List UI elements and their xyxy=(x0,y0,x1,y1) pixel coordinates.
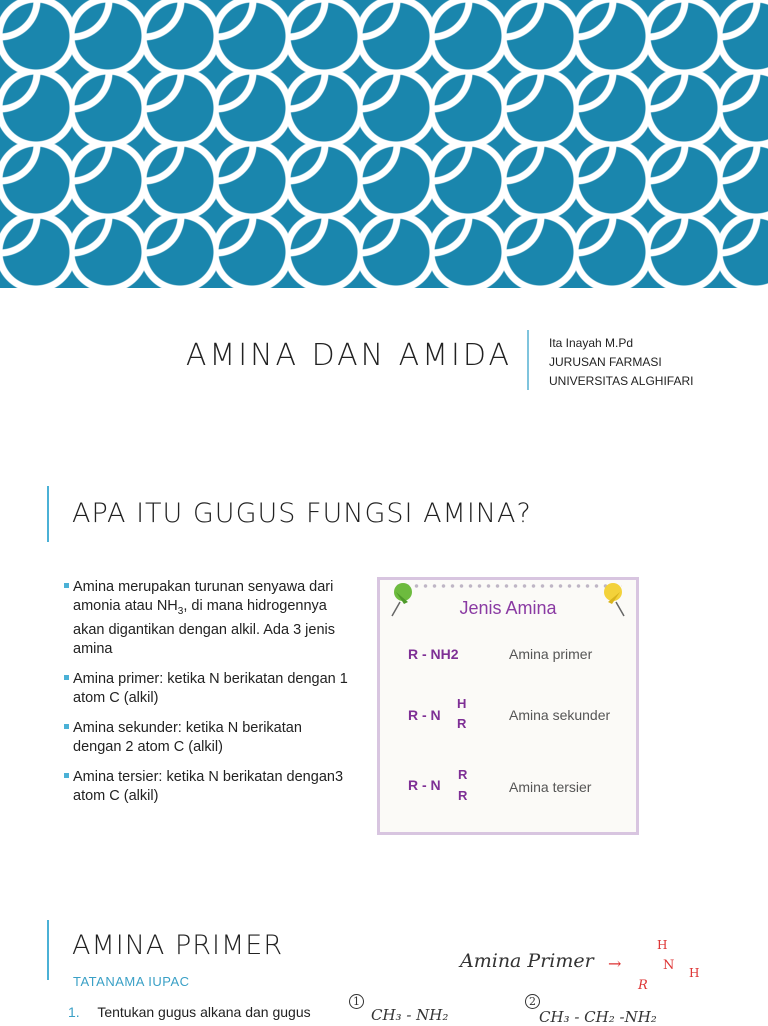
list-item xyxy=(64,768,354,806)
item-number: 1. xyxy=(68,1004,80,1020)
amine-row-tertiary xyxy=(408,768,628,808)
tertiary-label: Amina tersier xyxy=(509,779,592,795)
struct-r: R xyxy=(638,978,648,993)
secondary-label: Amina sekunder xyxy=(509,707,611,723)
list-item xyxy=(68,1004,311,1020)
university-name: UNIVERSITAS ALGHIFARI xyxy=(549,374,694,388)
slide-primary-amine xyxy=(0,900,768,1024)
hand-number: 2 xyxy=(525,994,540,1009)
bullet-list xyxy=(64,578,354,817)
heading-accent-bar xyxy=(47,486,49,542)
bullet-square-icon xyxy=(64,724,69,729)
slide-heading: APA ITU GUGUS FUNGSI AMINA? xyxy=(72,498,532,529)
handwritten-notes xyxy=(345,928,768,1024)
bullet-text: Amina tersier: ketika N berikatan dengan3 atom C (alkil) xyxy=(73,768,344,804)
primary-label: Amina primer xyxy=(509,646,593,662)
tertiary-bottom: R xyxy=(458,788,468,803)
amine-types-card xyxy=(377,577,639,835)
slide-what-is-amine xyxy=(0,460,768,860)
primary-formula: R - NH2 xyxy=(408,646,459,662)
bullet-subscript: 3 xyxy=(177,605,184,617)
heading-accent-bar xyxy=(47,920,49,980)
struct-h-right: H xyxy=(689,966,700,980)
author-block xyxy=(549,334,693,391)
author-name: Ita Inayah M.Pd xyxy=(549,336,634,350)
bullet-square-icon xyxy=(64,675,69,680)
tertiary-formula: R - N xyxy=(408,777,441,793)
decorative-pattern-banner xyxy=(0,0,768,288)
hand-equation: CH₃ - CH₂ -NH₂ xyxy=(539,1008,657,1026)
slide-heading: AMINA PRIMER xyxy=(72,930,284,961)
list-item xyxy=(64,670,354,708)
tertiary-top: R xyxy=(458,767,468,782)
department-name: JURUSAN FARMASI xyxy=(549,355,662,369)
bullet-square-icon xyxy=(64,773,69,778)
arrow-icon: → xyxy=(608,954,622,973)
bullet-square-icon xyxy=(64,583,69,588)
title-slide xyxy=(0,288,768,436)
page-title: AMINA DAN AMIDA xyxy=(185,338,512,373)
struct-h-top: H xyxy=(657,938,668,952)
amine-row-secondary xyxy=(408,698,628,738)
bullet-text: Amina sekunder: ketika N berikatan dengan 2 atom C (alkil) xyxy=(73,719,302,755)
secondary-formula: R - N xyxy=(408,707,441,723)
hand-number: 1 xyxy=(349,994,364,1009)
bullet-text-post: , di mana hidrogennya akan digantikan dengan alkil. Ada 3 jenis amina xyxy=(73,598,335,657)
title-divider xyxy=(527,330,529,390)
list-item xyxy=(64,578,354,659)
secondary-top: H xyxy=(457,696,467,711)
list-item xyxy=(64,719,354,757)
secondary-bottom: R xyxy=(457,716,467,731)
hand-title: Amina Primer xyxy=(460,950,594,972)
slide-subtitle: TATANAMA IUPAC xyxy=(73,974,190,989)
bullet-text: Amina primer: ketika N berikatan dengan 1 atom C (alkil) xyxy=(73,670,348,706)
item-text: Tentukan gugus alkana dan gugus xyxy=(97,1004,311,1020)
amine-row-primary xyxy=(408,644,628,684)
struct-n: N xyxy=(663,958,675,973)
hand-equation: CH₃ - NH₂ xyxy=(371,1006,449,1024)
bullet-text-pre: Amina merupakan turunan senyawa dari amonia atau NH xyxy=(73,579,334,614)
notebook-holes xyxy=(394,584,622,588)
card-title: Jenis Amina xyxy=(459,598,557,618)
